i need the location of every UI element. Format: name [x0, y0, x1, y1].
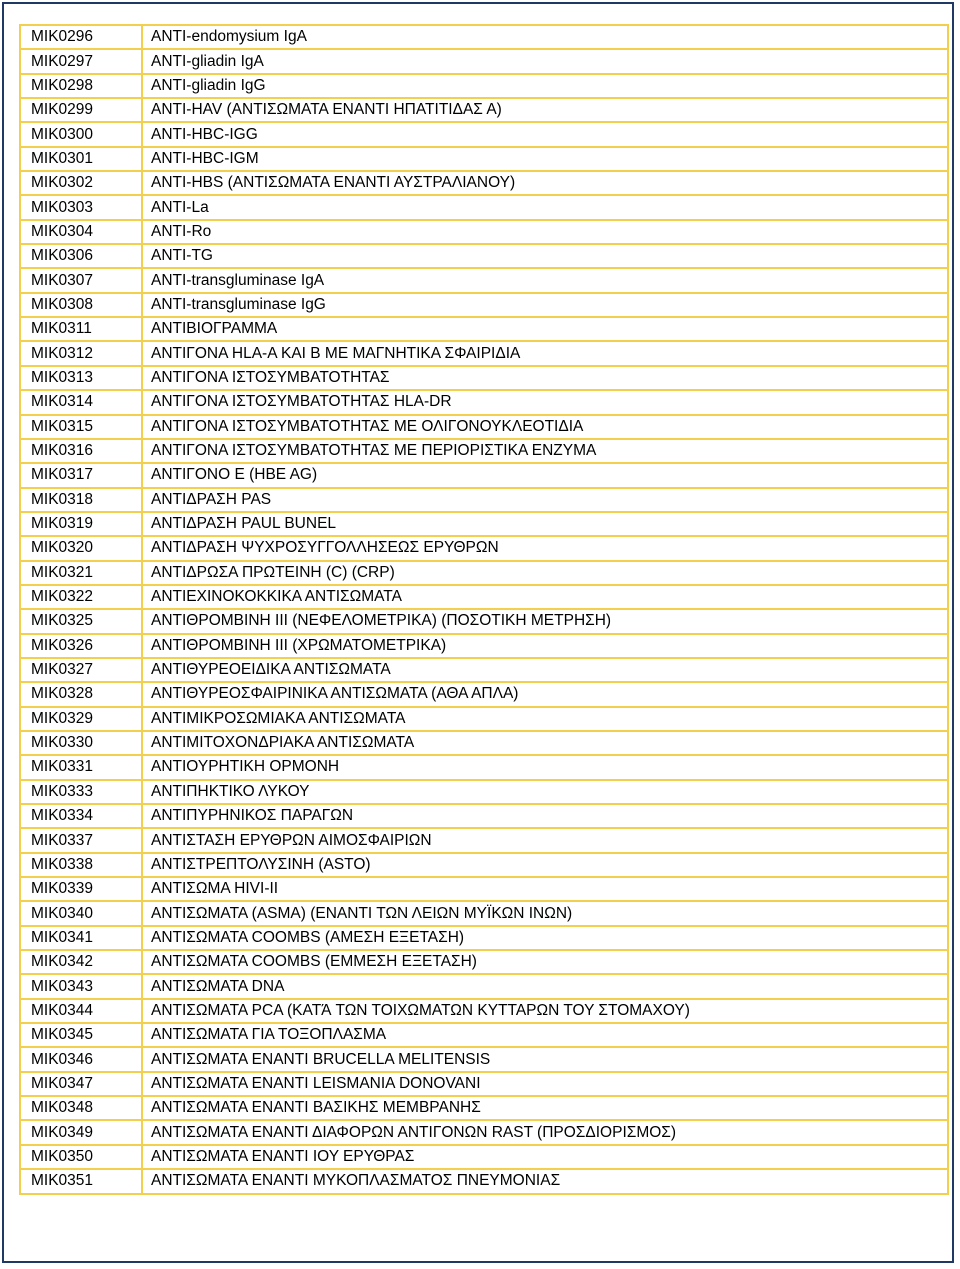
exam-name-cell: ANTI-HBC-IGG: [142, 122, 948, 146]
exam-name-cell: ΑΝΤΙΕΧΙΝΟΚΟΚΚΙΚΑ ΑΝΤΙΣΩΜΑΤΑ: [142, 585, 948, 609]
table-row: [20, 463, 948, 487]
table-row: [20, 488, 948, 512]
exam-name-cell: ANTI-gliadin IgG: [142, 74, 948, 98]
exam-name-cell: ΑΝΤΙΓΟΝΑ ΙΣΤΟΣΥΜΒΑΤΟΤΗΤΑΣ ΜΕ ΟΛΙΓΟΝΟΥΚΛΕΟΤΙΔΙΑ: [142, 415, 948, 439]
exam-name-cell: ΑΝΤΙΣΩΜΑΤΑ COOMBS (ΑΜΕΣΗ ΕΞΕΤΑΣΗ): [142, 926, 948, 950]
exam-code-cell: ΜΙΚ0351: [20, 1169, 142, 1193]
exam-name-cell: ΑΝΤΙΣΩΜΑΤΑ ΓΙΑ ΤΟΞΟΠΛΑΣΜΑ: [142, 1023, 948, 1047]
table-row: [20, 1072, 948, 1096]
table-row: [20, 268, 948, 292]
table-row: [20, 415, 948, 439]
exam-code-cell: ΜΙΚ0296: [20, 25, 142, 49]
exam-code-cell: ΜΙΚ0344: [20, 999, 142, 1023]
table-row: [20, 707, 948, 731]
exam-code-cell: ΜΙΚ0304: [20, 220, 142, 244]
table-row: [20, 901, 948, 925]
exam-name-cell: ΑΝΤΙΣΩΜΑΤΑ COOMBS (ΕΜΜΕΣΗ ΕΞΕΤΑΣΗ): [142, 950, 948, 974]
table-row: [20, 512, 948, 536]
exam-name-cell: ΑΝΤΙΓΟΝΑ ΙΣΤΟΣΥΜΒΑΤΟΤΗΤΑΣ HLA-DR: [142, 390, 948, 414]
exam-code-cell: ΜΙΚ0316: [20, 439, 142, 463]
exam-code-cell: ΜΙΚ0321: [20, 561, 142, 585]
exam-code-cell: ΜΙΚ0331: [20, 755, 142, 779]
exam-name-cell: ΑΝΤΙΣΤΑΣΗ ΕΡΥΘΡΩΝ ΑΙΜΟΣΦΑΙΡΙΩΝ: [142, 828, 948, 852]
exam-code-cell: ΜΙΚ0338: [20, 853, 142, 877]
exam-code-table-container: [19, 24, 949, 1195]
exam-code-cell: ΜΙΚ0330: [20, 731, 142, 755]
exam-code-cell: ΜΙΚ0346: [20, 1047, 142, 1071]
table-row: [20, 25, 948, 49]
exam-code-cell: ΜΙΚ0337: [20, 828, 142, 852]
table-row: [20, 1096, 948, 1120]
exam-code-cell: ΜΙΚ0312: [20, 341, 142, 365]
table-row: [20, 536, 948, 560]
table-row: [20, 974, 948, 998]
exam-code-cell: ΜΙΚ0301: [20, 147, 142, 171]
table-row: [20, 731, 948, 755]
table-row: [20, 317, 948, 341]
exam-code-table: [19, 24, 949, 1195]
table-row: [20, 658, 948, 682]
table-row: [20, 171, 948, 195]
table-row: [20, 439, 948, 463]
table-row: [20, 609, 948, 633]
exam-code-cell: ΜΙΚ0325: [20, 609, 142, 633]
table-row: [20, 755, 948, 779]
exam-name-cell: ΑΝΤΙΣΩΜΑΤΑ (ASMA) (ΕΝΑΝΤΙ ΤΩΝ ΛΕΙΩΝ ΜΥΪΚΩΝ ΙΝΩΝ): [142, 901, 948, 925]
exam-code-cell: ΜΙΚ0298: [20, 74, 142, 98]
table-row: [20, 1120, 948, 1144]
exam-code-cell: ΜΙΚ0303: [20, 195, 142, 219]
exam-name-cell: ANTI-HAV (ΑΝΤΙΣΩΜΑΤΑ ΕΝΑΝΤΙ ΗΠΑΤΙΤΙΔΑΣ Α): [142, 98, 948, 122]
exam-name-cell: ANTI-transgluminase IgG: [142, 293, 948, 317]
exam-name-cell: ΑΝΤΙΣΩΜΑΤΑ ΕΝΑΝΤΙ LEISMANIA DONOVANI: [142, 1072, 948, 1096]
exam-code-cell: ΜΙΚ0308: [20, 293, 142, 317]
exam-code-cell: ΜΙΚ0347: [20, 1072, 142, 1096]
table-row: [20, 585, 948, 609]
table-row: [20, 195, 948, 219]
table-row: [20, 999, 948, 1023]
exam-name-cell: ANTI-TG: [142, 244, 948, 268]
table-row: [20, 1145, 948, 1169]
exam-name-cell: ΑΝΤΙΜΙΤΟΧΟΝΔΡΙΑΚΑ ΑΝΤΙΣΩΜΑΤΑ: [142, 731, 948, 755]
table-row: [20, 561, 948, 585]
exam-code-cell: ΜΙΚ0307: [20, 268, 142, 292]
exam-name-cell: ANTI-HBS (ΑΝΤΙΣΩΜΑΤΑ ΕΝΑΝΤΙ ΑΥΣΤΡΑΛΙΑΝΟΥ): [142, 171, 948, 195]
exam-code-cell: ΜΙΚ0318: [20, 488, 142, 512]
exam-code-cell: ΜΙΚ0345: [20, 1023, 142, 1047]
table-row: [20, 828, 948, 852]
exam-code-cell: ΜΙΚ0343: [20, 974, 142, 998]
exam-name-cell: ANTI-transgluminase IgA: [142, 268, 948, 292]
table-row: [20, 1023, 948, 1047]
exam-name-cell: ΑΝΤΙΔΡΩΣΑ ΠΡΩΤΕΙΝΗ (C) (CRP): [142, 561, 948, 585]
exam-code-cell: ΜΙΚ0339: [20, 877, 142, 901]
exam-name-cell: ANTI-gliadin IgA: [142, 49, 948, 73]
exam-code-cell: ΜΙΚ0328: [20, 682, 142, 706]
table-row: [20, 682, 948, 706]
exam-code-cell: ΜΙΚ0340: [20, 901, 142, 925]
exam-name-cell: ΑΝΤΙΟΥΡΗΤΙΚΗ ΟΡΜΟΝΗ: [142, 755, 948, 779]
exam-name-cell: ΑΝΤΙΔΡΑΣΗ PAS: [142, 488, 948, 512]
exam-name-cell: ΑΝΤΙΠΗΚΤΙΚΟ ΛΥΚΟΥ: [142, 780, 948, 804]
table-row: [20, 1047, 948, 1071]
exam-name-cell: ΑΝΤΙΓΟΝΟ Ε (HBE AG): [142, 463, 948, 487]
exam-code-cell: ΜΙΚ0327: [20, 658, 142, 682]
exam-name-cell: ΑΝΤΙΠΥΡΗΝΙΚΟΣ ΠΑΡΑΓΩΝ: [142, 804, 948, 828]
exam-name-cell: ΑΝΤΙΓΟΝΑ ΙΣΤΟΣΥΜΒΑΤΟΤΗΤΑΣ: [142, 366, 948, 390]
exam-name-cell: ΑΝΤΙΣΩΜΑΤΑ ΕΝΑΝΤΙ BRUCELLA MELITENSIS: [142, 1047, 948, 1071]
exam-name-cell: ΑΝΤΙΔΡΑΣΗ PAUL BUNEL: [142, 512, 948, 536]
table-row: [20, 634, 948, 658]
exam-code-cell: ΜΙΚ0348: [20, 1096, 142, 1120]
table-row: [20, 804, 948, 828]
table-row: [20, 49, 948, 73]
exam-code-cell: ΜΙΚ0314: [20, 390, 142, 414]
exam-name-cell: ΑΝΤΙΣΩΜΑΤΑ ΕΝΑΝΤΙ ΒΑΣΙΚΗΣ ΜΕΜΒΡΑΝΗΣ: [142, 1096, 948, 1120]
table-row: [20, 950, 948, 974]
exam-name-cell: ΑΝΤΙΓΟΝΑ ΙΣΤΟΣΥΜΒΑΤΟΤΗΤΑΣ ΜΕ ΠΕΡΙΟΡΙΣΤΙΚΑ ΕΝΖΥΜΑ: [142, 439, 948, 463]
exam-code-cell: ΜΙΚ0299: [20, 98, 142, 122]
exam-name-cell: ΑΝΤΙΓΟΝΑ HLA-A ΚΑΙ Β ΜΕ ΜΑΓΝΗΤΙΚΑ ΣΦΑΙΡΙΔΙΑ: [142, 341, 948, 365]
exam-code-cell: ΜΙΚ0313: [20, 366, 142, 390]
exam-code-cell: ΜΙΚ0315: [20, 415, 142, 439]
exam-code-cell: ΜΙΚ0350: [20, 1145, 142, 1169]
table-row: [20, 98, 948, 122]
exam-code-cell: ΜΙΚ0326: [20, 634, 142, 658]
exam-code-cell: ΜΙΚ0311: [20, 317, 142, 341]
exam-name-cell: ΑΝΤΙΘΥΡΕΟΣΦΑΙΡΙΝΙΚΑ ΑΝΤΙΣΩΜΑΤΑ (ΑΘΑ ΑΠΛΑ): [142, 682, 948, 706]
exam-code-cell: ΜΙΚ0329: [20, 707, 142, 731]
exam-name-cell: ANTI-HBC-IGM: [142, 147, 948, 171]
exam-code-cell: ΜΙΚ0319: [20, 512, 142, 536]
exam-code-cell: ΜΙΚ0302: [20, 171, 142, 195]
exam-name-cell: ΑΝΤΙΜΙΚΡΟΣΩΜΙΑΚΑ ΑΝΤΙΣΩΜΑΤΑ: [142, 707, 948, 731]
exam-name-cell: ΑΝΤΙΘΡΟΜΒΙΝΗ ΙΙΙ (ΝΕΦΕΛΟΜΕΤΡΙΚΑ) (ΠΟΣΟΤΙΚΗ ΜΕΤΡΗΣΗ): [142, 609, 948, 633]
exam-code-table-body: [20, 25, 948, 1194]
table-row: [20, 122, 948, 146]
table-row: [20, 244, 948, 268]
table-row: [20, 74, 948, 98]
table-row: [20, 926, 948, 950]
exam-name-cell: ΑΝΤΙΔΡΑΣΗ ΨΥΧΡΟΣΥΓΓΟΛΛΗΣΕΩΣ ΕΡΥΘΡΩΝ: [142, 536, 948, 560]
exam-code-cell: ΜΙΚ0300: [20, 122, 142, 146]
table-row: [20, 293, 948, 317]
exam-name-cell: ΑΝΤΙΣΩΜΑΤΑ PCA (ΚΑΤΆ ΤΩΝ ΤΟΙΧΩΜΑΤΩΝ ΚΥΤΤΑΡΩΝ ΤΟΥ ΣΤΟΜΑΧΟΥ): [142, 999, 948, 1023]
exam-name-cell: ΑΝΤΙΣΩΜΑΤΑ ΕΝΑΝΤΙ ΙΟΥ ΕΡΥΘΡΑΣ: [142, 1145, 948, 1169]
exam-name-cell: ANTI-Ro: [142, 220, 948, 244]
table-row: [20, 220, 948, 244]
table-row: [20, 341, 948, 365]
exam-name-cell: ΑΝΤΙΣΤΡΕΠΤΟΛΥΣΙΝΗ (ASTO): [142, 853, 948, 877]
table-row: [20, 147, 948, 171]
exam-name-cell: ΑΝΤΙΘΥΡΕΟΕΙΔΙΚΑ ΑΝΤΙΣΩΜΑΤΑ: [142, 658, 948, 682]
exam-code-cell: ΜΙΚ0320: [20, 536, 142, 560]
table-row: [20, 390, 948, 414]
exam-name-cell: ΑΝΤΙΒΙΟΓΡΑΜΜΑ: [142, 317, 948, 341]
exam-code-cell: ΜΙΚ0333: [20, 780, 142, 804]
exam-code-cell: ΜΙΚ0349: [20, 1120, 142, 1144]
exam-name-cell: ΑΝΤΙΘΡΟΜΒΙΝΗ ΙΙΙ (ΧΡΩΜΑΤΟΜΕΤΡΙΚΑ): [142, 634, 948, 658]
exam-name-cell: ANTI-La: [142, 195, 948, 219]
exam-name-cell: ΑΝΤΙΣΩΜΑΤΑ DNA: [142, 974, 948, 998]
table-row: [20, 853, 948, 877]
exam-code-cell: ΜΙΚ0322: [20, 585, 142, 609]
table-row: [20, 366, 948, 390]
exam-code-cell: ΜΙΚ0297: [20, 49, 142, 73]
exam-name-cell: ΑΝΤΙΣΩΜΑ HIVI-II: [142, 877, 948, 901]
table-row: [20, 780, 948, 804]
exam-code-cell: ΜΙΚ0306: [20, 244, 142, 268]
exam-name-cell: ΑΝΤΙΣΩΜΑΤΑ ΕΝΑΝΤΙ ΔΙΑΦΟΡΩΝ ΑΝΤΙΓΟΝΩΝ RAST (ΠΡΟΣΔΙΟΡΙΣΜΟΣ): [142, 1120, 948, 1144]
exam-code-cell: ΜΙΚ0342: [20, 950, 142, 974]
exam-code-cell: ΜΙΚ0334: [20, 804, 142, 828]
table-row: [20, 1169, 948, 1193]
exam-code-cell: ΜΙΚ0317: [20, 463, 142, 487]
exam-name-cell: ANTI-endomysium IgA: [142, 25, 948, 49]
table-row: [20, 877, 948, 901]
exam-name-cell: ΑΝΤΙΣΩΜΑΤΑ ΕΝΑΝΤΙ ΜΥΚΟΠΛΑΣΜΑΤΟΣ ΠΝΕΥΜΟΝΙΑΣ: [142, 1169, 948, 1193]
exam-code-cell: ΜΙΚ0341: [20, 926, 142, 950]
